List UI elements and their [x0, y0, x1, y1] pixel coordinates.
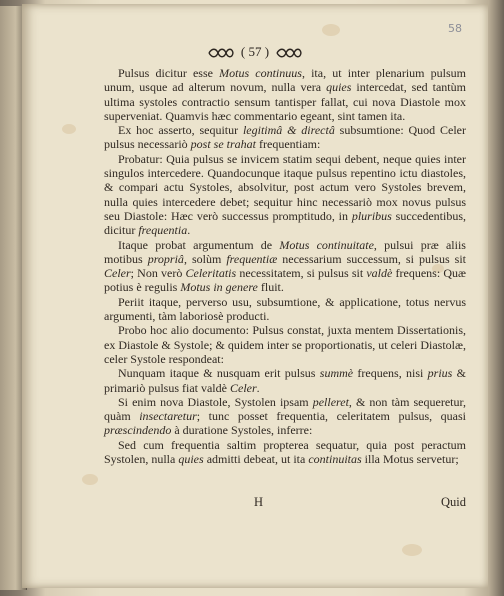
book-page	[22, 4, 488, 588]
text-run: .	[256, 380, 260, 395]
text-run: , solùm	[183, 251, 227, 266]
text-run: ; Non verò	[130, 266, 186, 281]
text-run: Itaque probat argumentum de	[118, 237, 280, 252]
italic-term: frequentiæ	[226, 251, 278, 266]
text-run: Probatur: Quia pulsus se invicem statim sequi debent, neque quies inter singulos intercedere. Quandocunque itaque pulsus repentino ictu diastoles, & compari actu Systoles, absolvitur, post actum vero Systoles brevem, nulla quies intercedere debet; sequitur hinc necessariò mox novus pulsus seu Diastole: Hæc verò successus promptitudo, in	[104, 151, 466, 223]
body-text	[104, 66, 466, 466]
text-run: fluit.	[257, 280, 284, 295]
italic-term: Motus in genere	[180, 280, 258, 295]
page-number: ( 57 )	[240, 44, 270, 59]
text-run: Si enim nova Diastole, Systolen ipsam	[118, 394, 313, 409]
italic-term: Celer	[104, 266, 131, 281]
paragraph	[104, 238, 466, 295]
paragraph	[104, 295, 466, 324]
text-run: Periit itaque, perverso usu, subsumtione, & applicatione, totus nervus argumenti, tàm laboriosè producti.	[104, 294, 466, 324]
paragraph	[104, 123, 466, 152]
text-run: Pulsus dicitur esse	[118, 66, 220, 80]
text-run: & primariò pulsus fiat valdè	[104, 366, 466, 395]
catchword: Quid	[441, 495, 466, 509]
italic-term: post se trahat	[190, 137, 256, 152]
text-run: à duratione Systoles, inferre:	[171, 423, 313, 438]
text-run: , & non tàm sequeretur, quàm	[104, 394, 466, 424]
paragraph	[104, 152, 466, 238]
paragraph	[104, 395, 466, 438]
foxing-spot	[62, 124, 76, 134]
text-run: frequens, nisi	[353, 366, 428, 381]
text-run: Nunquam itaque & nusquam erit pulsus	[118, 366, 320, 381]
text-run: .	[187, 223, 191, 238]
text-run: frequens: Quæ potius è regulis	[104, 266, 466, 295]
italic-term: quies	[178, 452, 204, 467]
paragraph	[104, 66, 466, 123]
text-run: subsumtione: Quod Celer pulsus necessariò	[104, 123, 466, 152]
italic-term: Celeritatis	[185, 266, 237, 281]
italic-term: quies	[326, 80, 352, 95]
text-run: Sed cum frequentia saltim propterea sequatur, quia post peractum Systolen, nulla	[104, 437, 466, 467]
foxing-spot	[322, 24, 340, 36]
text-run: , ita, ut inter plenarium pulsum unum, usque ad alterum novum, nulla vera	[104, 66, 467, 95]
text-run: ; tunc posset frequentia, celeritatem pulsus, quasi	[196, 409, 466, 424]
italic-term: pluribus	[351, 208, 392, 223]
text-run: frequentiam:	[256, 137, 321, 152]
signature-mark: H	[254, 495, 264, 509]
foxing-spot	[402, 544, 422, 556]
right-ornament-icon	[276, 48, 302, 58]
text-run: intercedat, sed tantùm ultima systoles contractio sensum tantisper fallat, cui nova Diastole mox superveniat. Quamvis hæc commentario egeant, sint tamen ita.	[104, 80, 466, 123]
italic-term: Motus continuitate	[279, 237, 374, 252]
text-run: illa Motus servetur;	[361, 452, 459, 467]
italic-term: legitimâ & directâ	[242, 123, 335, 138]
italic-term: propriâ	[147, 251, 184, 266]
italic-term: prius	[427, 366, 453, 381]
italic-term: valdè	[366, 266, 393, 281]
text-run: necessitatem, si pulsus sit	[236, 266, 367, 281]
italic-term: Motus continuus	[219, 66, 302, 80]
text-run: Probo hoc alio documento: Pulsus constat, juxta mentem Dissertationis, ex Diastole & Systole; & quidem inter se proportionatis, ut celeri Diastolæ, celer Systole respondeat:	[104, 323, 466, 366]
text-run: succedentibus, dicitur	[104, 208, 466, 238]
paragraph	[104, 323, 466, 366]
pencil-folio-number: 58	[448, 22, 462, 35]
text-run: necessarium successum, si pulsus sit	[277, 251, 466, 266]
italic-term: præscindendo	[104, 423, 172, 438]
paragraph	[104, 366, 466, 395]
text-run: admitti debeat, ut ita	[203, 452, 309, 467]
italic-term: insectaretur	[139, 409, 197, 424]
text-run: , pulsui præ aliis motibus	[104, 237, 466, 266]
foxing-spot	[82, 474, 98, 485]
left-ornament-icon	[208, 48, 234, 58]
italic-term: frequentia	[138, 223, 188, 238]
page-header	[22, 44, 488, 60]
text-run: Ex hoc asserto, sequitur	[118, 123, 243, 138]
italic-term: continuitas	[308, 452, 362, 467]
italic-term: summè	[319, 366, 354, 381]
italic-term: Celer	[229, 380, 257, 395]
paragraph	[104, 438, 466, 467]
italic-term: pelleret	[312, 394, 349, 409]
